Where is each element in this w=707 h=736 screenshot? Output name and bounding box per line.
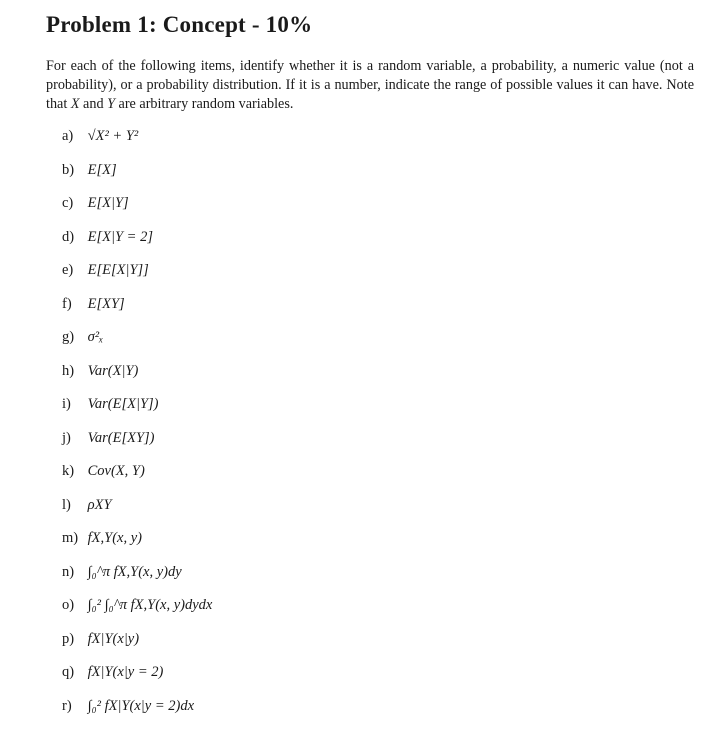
item-label: b): [62, 161, 75, 178]
item-list: [62, 120, 212, 723]
item-label: q): [62, 664, 75, 680]
item-expression: Var(E[XY]): [87, 429, 155, 446]
item-label: g): [62, 329, 75, 345]
list-item: [62, 187, 212, 221]
item-label: i): [62, 396, 71, 412]
item-expression: E[X]: [87, 161, 117, 178]
list-item: [62, 355, 212, 389]
list-item: [62, 489, 212, 523]
item-label: p): [62, 630, 75, 647]
list-item: [62, 154, 212, 188]
item-label: n): [62, 563, 75, 580]
item-label: r): [62, 697, 72, 714]
list-item: [62, 455, 212, 489]
list-item: [62, 656, 212, 690]
list-item: [62, 288, 212, 322]
item-label: h): [62, 362, 75, 379]
list-item: [62, 388, 212, 422]
item-label: o): [62, 597, 75, 613]
list-item: [62, 556, 212, 590]
problem-title: Problem 1: Concept - 10%: [46, 12, 313, 37]
item-label: f): [62, 295, 72, 312]
item-expression: E[X|Y = 2]: [87, 228, 153, 245]
item-expression: E[XY]: [87, 295, 125, 312]
list-item: [62, 690, 212, 724]
list-item: [62, 221, 212, 255]
item-label: m): [62, 530, 79, 546]
item-expression: ∫₀^π fX,Y(x, y)dy: [87, 563, 182, 580]
item-label: j): [62, 429, 71, 446]
variable-x: X: [70, 96, 80, 112]
item-expression: E[X|Y]: [87, 195, 129, 211]
list-item: [62, 589, 212, 623]
item-expression: √X² + Y²: [87, 128, 139, 144]
instructions-end: are arbitrary random variables.: [118, 96, 294, 112]
instructions-text: For each of the following items, identify whether it is a random variable, a probability, a numeric value (not a probability), or a probability distribution. If it is a number, indicate the range of possible values it can have. Note that: [46, 58, 694, 112]
list-item: [62, 321, 212, 355]
item-label: k): [62, 463, 75, 479]
list-item: [62, 623, 212, 657]
item-label: c): [62, 195, 74, 211]
item-expression: fX|Y(x|y = 2): [87, 664, 164, 680]
item-expression: Var(E[X|Y]): [87, 396, 159, 412]
item-expression: fX,Y(x, y): [87, 530, 142, 546]
item-expression: ∫₀² ∫₀^π fX,Y(x, y)dydx: [87, 597, 213, 613]
item-expression: E[E[X|Y]]: [87, 262, 149, 278]
problem-instructions: [46, 57, 694, 114]
list-item: [62, 522, 212, 556]
item-label: e): [62, 262, 74, 278]
item-label: d): [62, 228, 75, 245]
item-label: a): [62, 128, 74, 144]
list-item: [62, 254, 212, 288]
variable-y: Y: [107, 96, 115, 112]
item-expression: fX|Y(x|y): [87, 630, 140, 647]
item-expression: Var(X|Y): [87, 362, 139, 379]
item-expression: ∫₀² fX|Y(x|y = 2)dx: [87, 697, 195, 714]
item-expression: σ²ₓ: [87, 329, 104, 345]
list-item: [62, 422, 212, 456]
list-item: [62, 120, 212, 154]
item-expression: ρXY: [87, 496, 112, 513]
item-expression: Cov(X, Y): [87, 463, 145, 479]
instructions-and: and: [83, 96, 104, 112]
item-label: l): [62, 496, 71, 513]
